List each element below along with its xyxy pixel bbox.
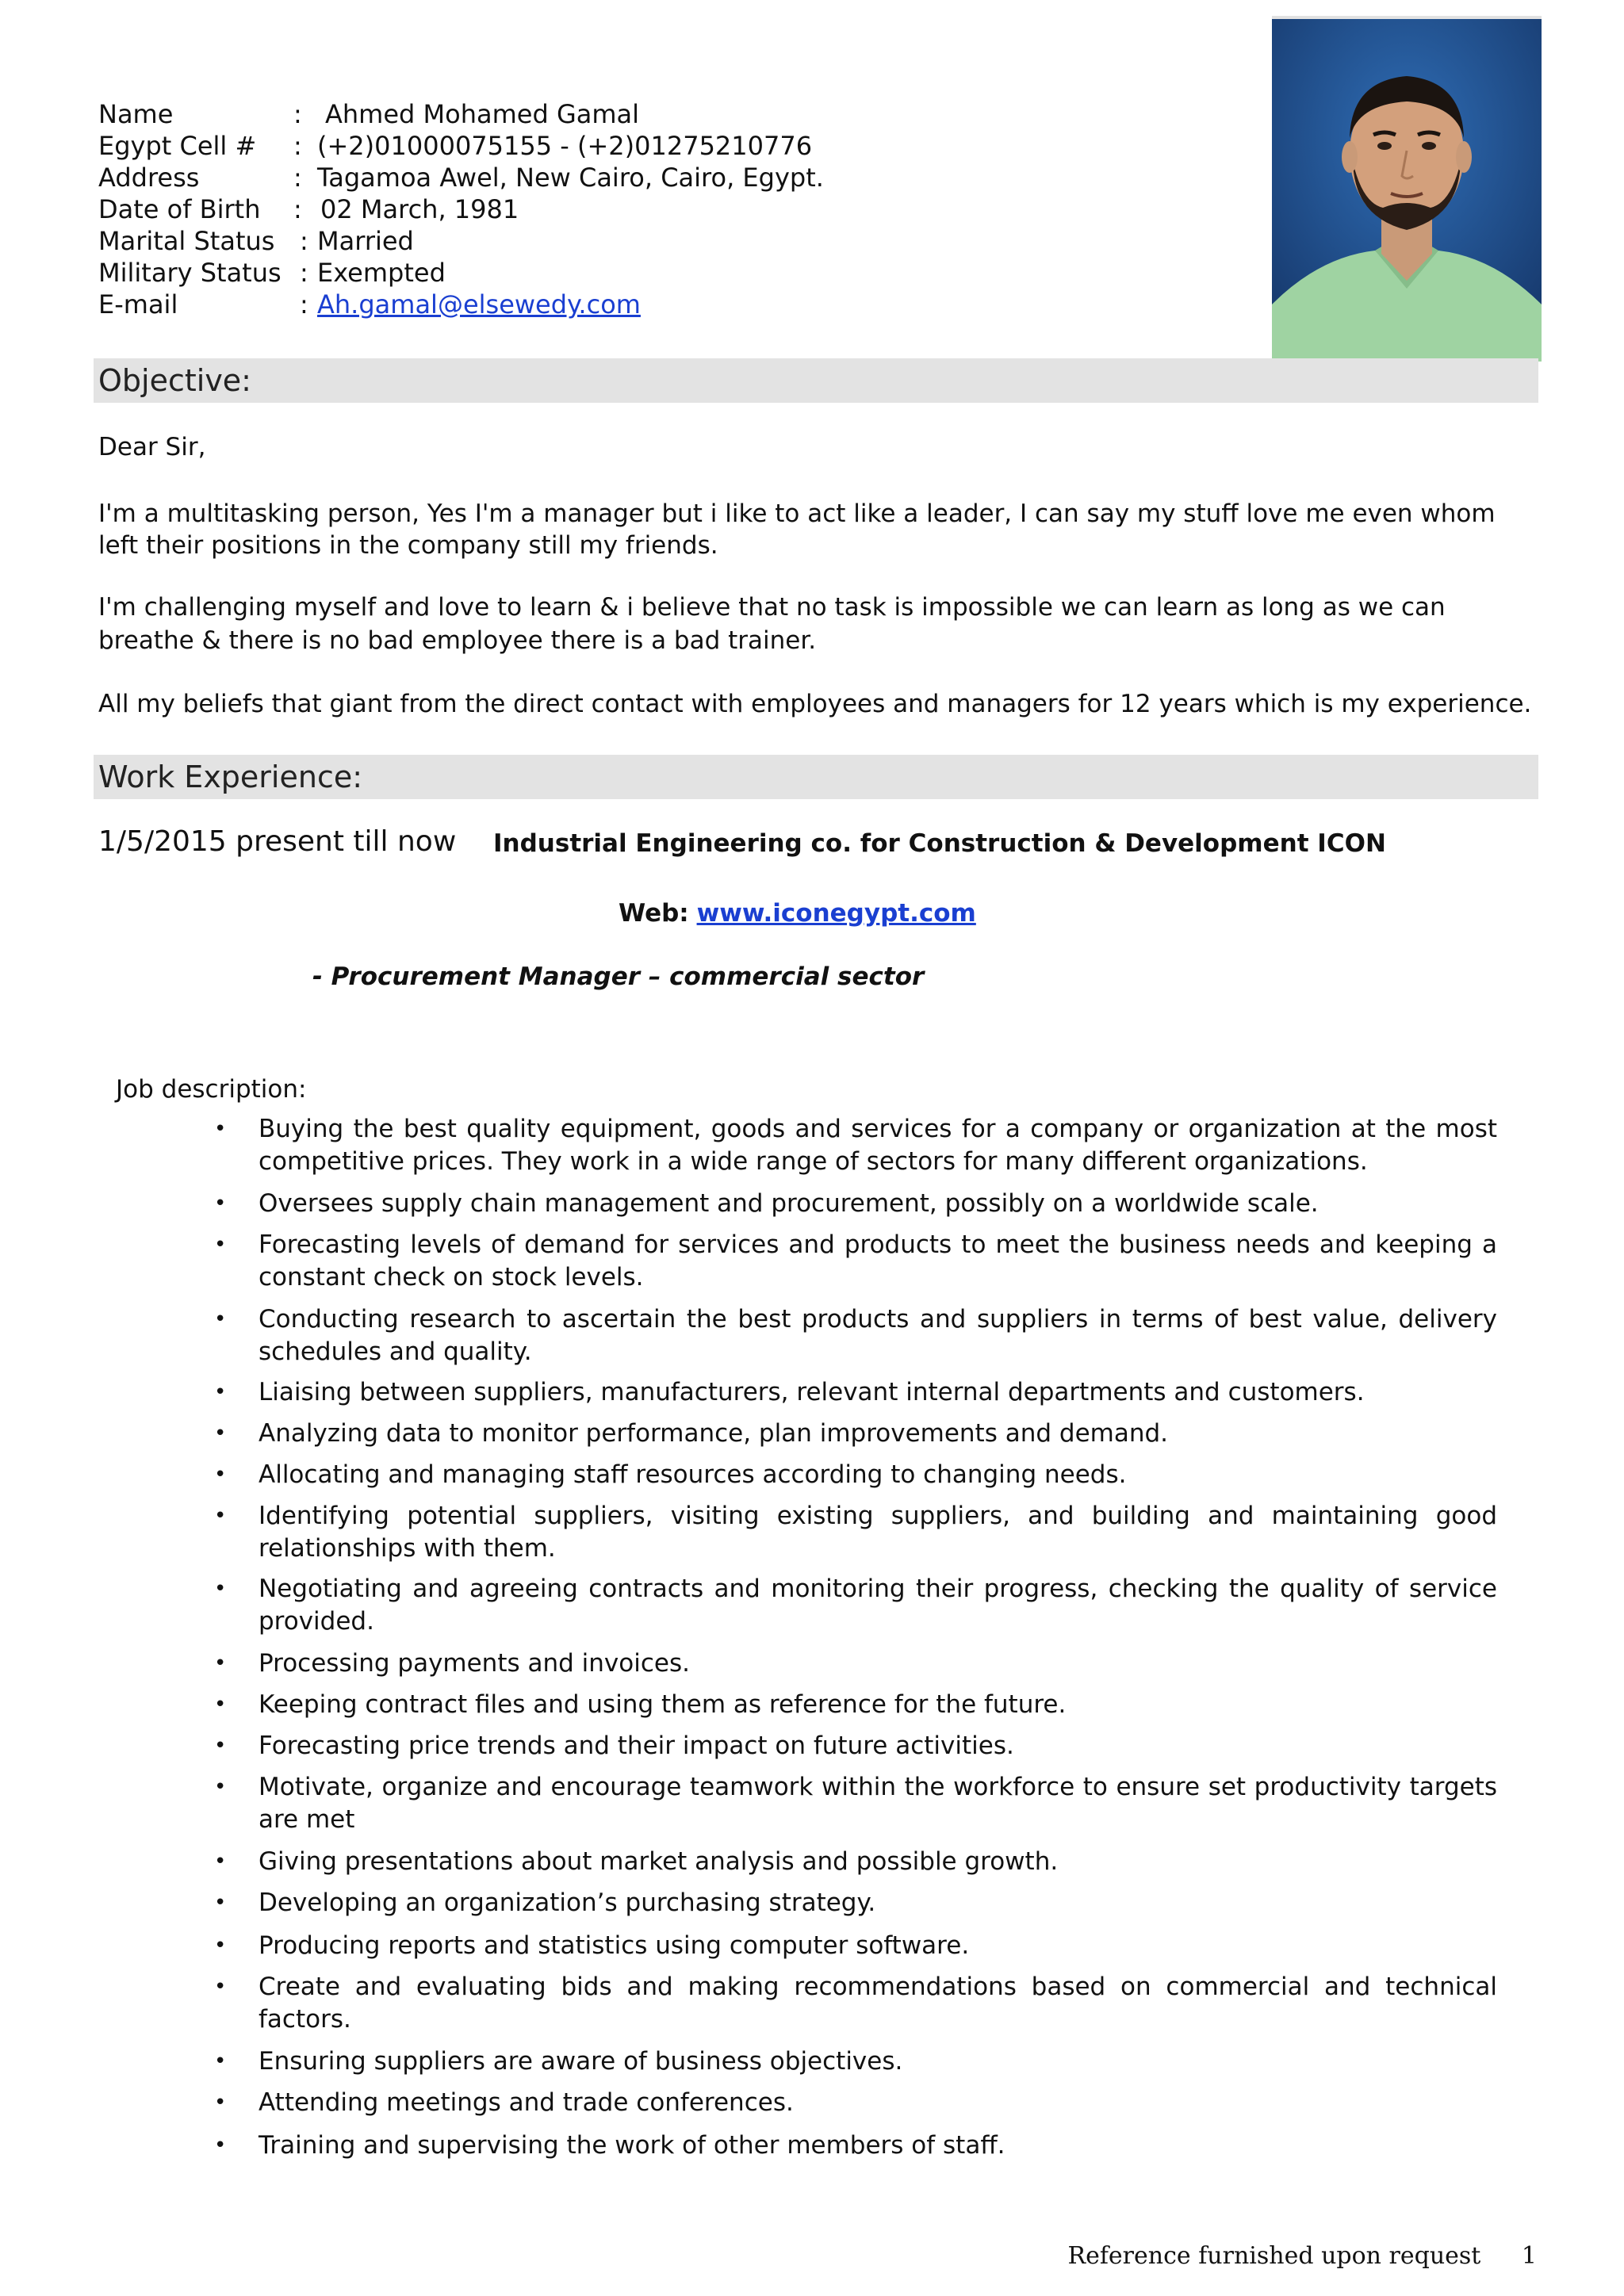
duty-text: Developing an organization’s purchasing strategy. <box>259 1888 876 1917</box>
list-item <box>214 1229 1497 1294</box>
website-link[interactable]: www.iconegypt.com <box>696 899 976 928</box>
info-row-marital <box>98 225 824 257</box>
footer-text: Reference furnished upon request <box>1067 2242 1481 2270</box>
info-row-name <box>98 98 824 130</box>
separator: : <box>293 163 302 193</box>
list-item <box>214 1376 1497 1409</box>
name-value: Ahmed Mohamed Gamal <box>325 99 640 129</box>
bullet-icon: • <box>214 2049 227 2073</box>
job-position: - Procurement Manager – commercial sector <box>312 962 925 991</box>
info-row-email <box>98 289 824 320</box>
bullet-icon: • <box>214 1775 227 1799</box>
duty-text: Create and evaluating bids and making recommendations based on commercial and technical factors. <box>259 1973 1497 2034</box>
dob-label: Date of Birth <box>98 194 261 224</box>
bullet-icon: • <box>214 1891 227 1915</box>
bullet-icon: • <box>214 1422 227 1445</box>
page-number: 1 <box>1521 2242 1537 2270</box>
bullet-icon: • <box>214 1192 227 1215</box>
bullet-icon: • <box>214 1734 227 1758</box>
military-label: Military Status <box>98 258 282 288</box>
job-company: Industrial Engineering co. for Construction & Development ICON <box>493 829 1386 858</box>
bullet-icon: • <box>214 1577 227 1601</box>
job-date-range: 1/5/2015 present till now <box>98 825 457 858</box>
marital-label: Marital Status <box>98 226 275 256</box>
duty-text: Attending meetings and trade conferences. <box>259 2088 794 2117</box>
bullet-icon: • <box>214 1975 227 1999</box>
objective-paragraph-2-line-1: I'm challenging myself and love to learn & i believe that no task is impossible we can learn as long as we can <box>98 593 1446 622</box>
duty-text: Conducting research to ascertain the best products and suppliers in terms of best value, delivery schedules and quality. <box>259 1305 1497 1366</box>
duty-text: Liaising between suppliers, manufacturers, relevant internal departments and customers. <box>259 1378 1365 1406</box>
list-item <box>214 2130 1497 2162</box>
bullet-icon: • <box>214 1380 227 1404</box>
duty-text: Keeping contract files and using them as reference for the future. <box>259 1690 1067 1719</box>
list-item <box>214 1971 1497 2036</box>
dob-value: 02 March, 1981 <box>320 194 519 224</box>
separator: : <box>300 226 308 256</box>
separator: : <box>300 289 308 320</box>
list-item <box>214 1730 1497 1762</box>
military-value: Exempted <box>317 258 446 288</box>
list-item <box>214 1188 1497 1220</box>
website-label: Web: <box>619 899 689 928</box>
objective-paragraph-2-line-2: breathe & there is no bad employee there is a bad trainer. <box>98 626 817 655</box>
bullet-icon: • <box>214 1504 227 1528</box>
job-description-title: Job description: <box>116 1075 307 1104</box>
objective-paragraph-3: All my beliefs that giant from the direct contact with employees and managers for 12 years which is my experience. <box>98 690 1532 718</box>
separator: : <box>293 131 302 161</box>
duty-text: Oversees supply chain management and procurement, possibly on a worldwide scale. <box>259 1189 1319 1218</box>
duty-text: Negotiating and agreeing contracts and monitoring their progress, checking the quality of service provided. <box>259 1575 1497 1636</box>
list-item <box>214 1459 1497 1491</box>
list-item <box>214 1113 1497 1178</box>
address-value: Tagamoa Awel, New Cairo, Cairo, Egypt. <box>317 163 824 193</box>
email-link[interactable]: Ah.gamal@elsewedy.com <box>317 289 641 320</box>
duty-text: Motivate, organize and encourage teamwork within the workforce to ensure set productivity targets are met <box>259 1773 1497 1834</box>
bullet-icon: • <box>214 2133 227 2157</box>
objective-title: Objective: <box>98 363 251 398</box>
list-item <box>214 1573 1497 1638</box>
bullet-icon: • <box>214 1307 227 1331</box>
objective-paragraph-1-line-1: I'm a multitasking person, Yes I'm a manager but i like to act like a leader, I can say my stuff love me even whom <box>98 499 1496 528</box>
email-label: E-mail <box>98 289 178 320</box>
info-row-address <box>98 162 824 193</box>
info-row-cell <box>98 130 824 162</box>
list-item <box>214 1887 1497 1919</box>
duty-text: Processing payments and invoices. <box>259 1649 690 1678</box>
work-experience-header <box>94 755 1538 799</box>
address-label: Address <box>98 163 200 193</box>
separator: : <box>293 99 302 129</box>
bullet-icon: • <box>214 1117 227 1141</box>
bullet-icon: • <box>214 1693 227 1716</box>
bullet-icon: • <box>214 1934 227 1957</box>
list-item <box>214 1930 1497 1962</box>
bullet-icon: • <box>214 1233 227 1257</box>
bullet-icon: • <box>214 1850 227 1873</box>
work-experience-title: Work Experience: <box>98 760 363 794</box>
list-item <box>214 1500 1497 1565</box>
duty-text: Buying the best quality equipment, goods and services for a company or organization at the most competitive prices. They work in a wide range of sectors for many different organizations. <box>259 1115 1497 1176</box>
list-item <box>214 1418 1497 1450</box>
duty-text: Allocating and managing staff resources according to changing needs. <box>259 1460 1127 1489</box>
separator: : <box>300 258 308 288</box>
list-item <box>214 1647 1497 1680</box>
duty-text: Ensuring suppliers are aware of business objectives. <box>259 2047 903 2076</box>
list-item <box>214 1689 1497 1721</box>
list-item <box>214 2045 1497 2078</box>
duty-text: Forecasting price trends and their impact on future activities. <box>259 1732 1014 1760</box>
cell-label: Egypt Cell # <box>98 131 257 161</box>
duty-text: Analyzing data to monitor performance, plan improvements and demand. <box>259 1419 1169 1448</box>
profile-photo <box>1272 16 1542 362</box>
cell-value: (+2)01000075155 - (+2)01275210776 <box>317 131 813 161</box>
list-item <box>214 1846 1497 1878</box>
marital-value: Married <box>317 226 414 256</box>
info-row-military <box>98 257 824 289</box>
duty-text: Forecasting levels of demand for services and products to meet the business needs and keeping a constant check on stock levels. <box>259 1230 1497 1292</box>
duty-text: Training and supervising the work of other members of staff. <box>259 2131 1005 2160</box>
list-item <box>214 1303 1497 1368</box>
page-footer <box>1067 2241 1537 2272</box>
bullet-icon: • <box>214 2091 227 2114</box>
list-item <box>214 2087 1497 2119</box>
objective-header <box>94 358 1538 403</box>
portrait-image <box>1272 19 1542 362</box>
duty-text: Identifying potential suppliers, visiting existing suppliers, and building and maintaining good relationships with them. <box>259 1502 1497 1563</box>
list-item <box>214 1771 1497 1836</box>
info-row-dob <box>98 193 824 225</box>
bullet-icon: • <box>214 1463 227 1487</box>
separator: : <box>293 194 302 224</box>
name-label: Name <box>98 99 174 129</box>
job-website <box>619 897 976 929</box>
greeting: Dear Sir, <box>98 433 206 461</box>
objective-paragraph-1-line-2: left their positions in the company still my friends. <box>98 531 718 560</box>
personal-info <box>98 98 824 320</box>
bullet-icon: • <box>214 1651 227 1675</box>
duty-text: Giving presentations about market analysis and possible growth. <box>259 1847 1059 1876</box>
duty-text: Producing reports and statistics using computer software. <box>259 1931 970 1960</box>
